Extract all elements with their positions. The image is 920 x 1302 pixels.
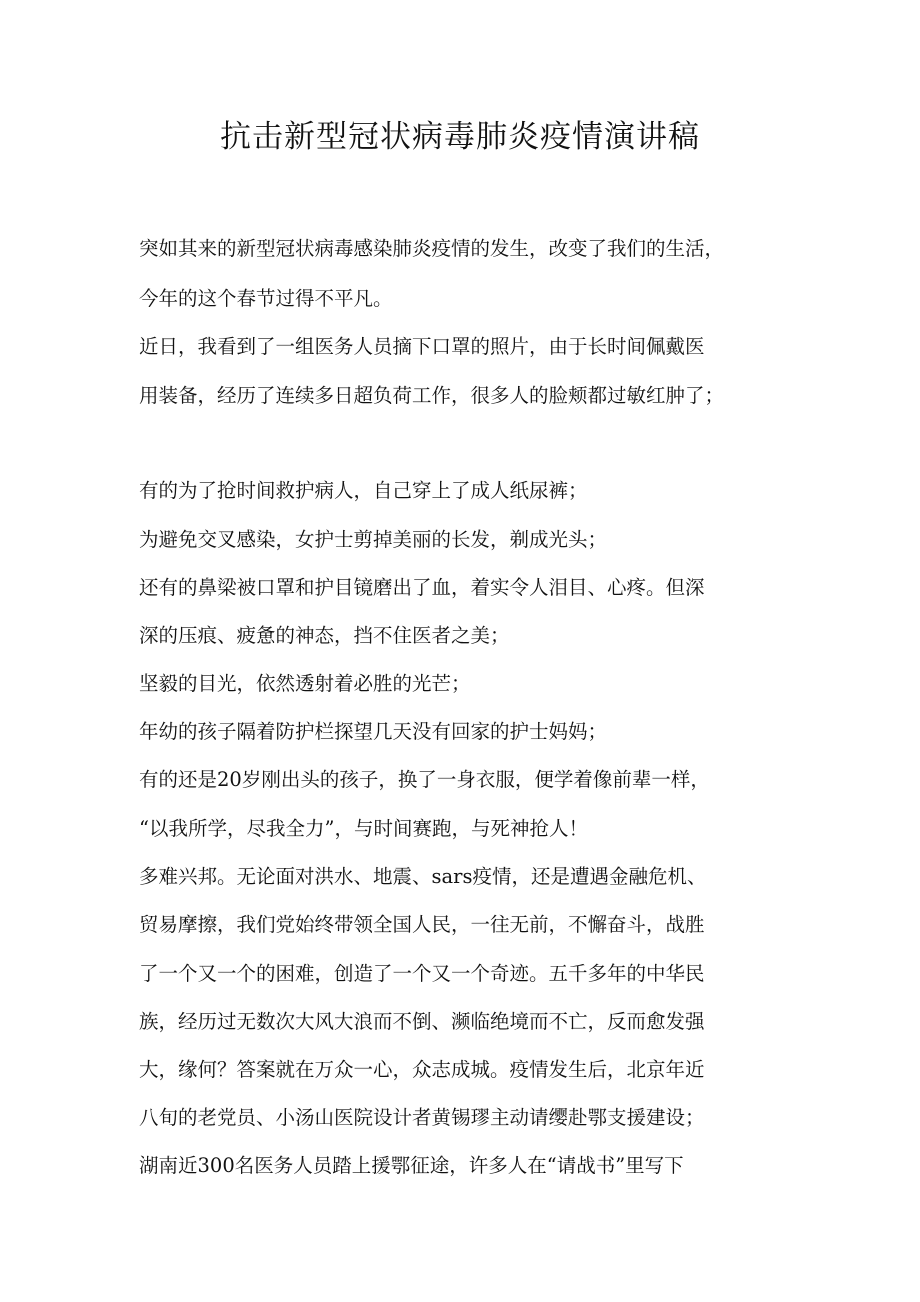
text-line-17: 大，缘何？答案就在万众一心，众志成城。疫情发生后，北京年近 xyxy=(139,1058,705,1081)
text-line-4: 用装备，经历了连续多日超负荷工作，很多人的脸颊都过敏红肿了； xyxy=(139,384,725,407)
text-line-14: 贸易摩擦，我们党始终带领全国人民，一往无前，不懈奋斗，战胜 xyxy=(139,913,705,936)
text-line-19: 湖南近300名医务人员踏上援鄂征途，许多人在“请战书”里写下 xyxy=(139,1154,684,1177)
text-line-16: 族，经历过无数次大风大浪而不倒、濒临绝境而不亡，反而愈发强 xyxy=(139,1010,705,1033)
text-line-8: 深的压痕、疲惫的神态，挡不住医者之美； xyxy=(139,624,510,647)
text-line-15: 了一个又一个的困难，创造了一个又一个奇迹。五千多年的中华民 xyxy=(139,962,705,985)
text-line-18: 八旬的老党员、小汤山医院设计者黄锡璆主动请缨赴鄂支援建设； xyxy=(139,1106,705,1129)
text-line-6: 为避免交叉感染，女护士剪掉美丽的长发，剃成光头； xyxy=(139,528,608,551)
text-line-7: 还有的鼻梁被口罩和护目镜磨出了血，着实令人泪目、心疼。但深 xyxy=(139,576,705,599)
text-line-13: 多难兴邦。无论面对洪水、地震、sars疫情，还是遭遇金融危机、 xyxy=(139,865,707,888)
text-line-9: 坚毅的目光，依然透射着必胜的光芒； xyxy=(139,672,471,695)
text-line-1: 突如其来的新型冠状病毒感染肺炎疫情的发生，改变了我们的生活， xyxy=(139,237,725,260)
text-line-2: 今年的这个春节过得不平凡。 xyxy=(139,287,393,310)
text-line-3: 近日，我看到了一组医务人员摘下口罩的照片，由于长时间佩戴医 xyxy=(139,335,705,358)
text-line-5: 有的为了抢时间救护病人，自己穿上了成人纸尿裤； xyxy=(139,479,588,502)
text-line-12: “以我所学，尽我全力”，与时间赛跑，与死神抢人！ xyxy=(139,817,588,840)
text-line-10: 年幼的孩子隔着防护栏探望几天没有回家的护士妈妈； xyxy=(139,720,608,743)
text-line-11: 有的还是20岁刚出头的孩子，换了一身衣服，便学着像前辈一样， xyxy=(139,768,710,791)
document-title: 抗击新型冠状病毒肺炎疫情演讲稿 xyxy=(220,119,700,155)
